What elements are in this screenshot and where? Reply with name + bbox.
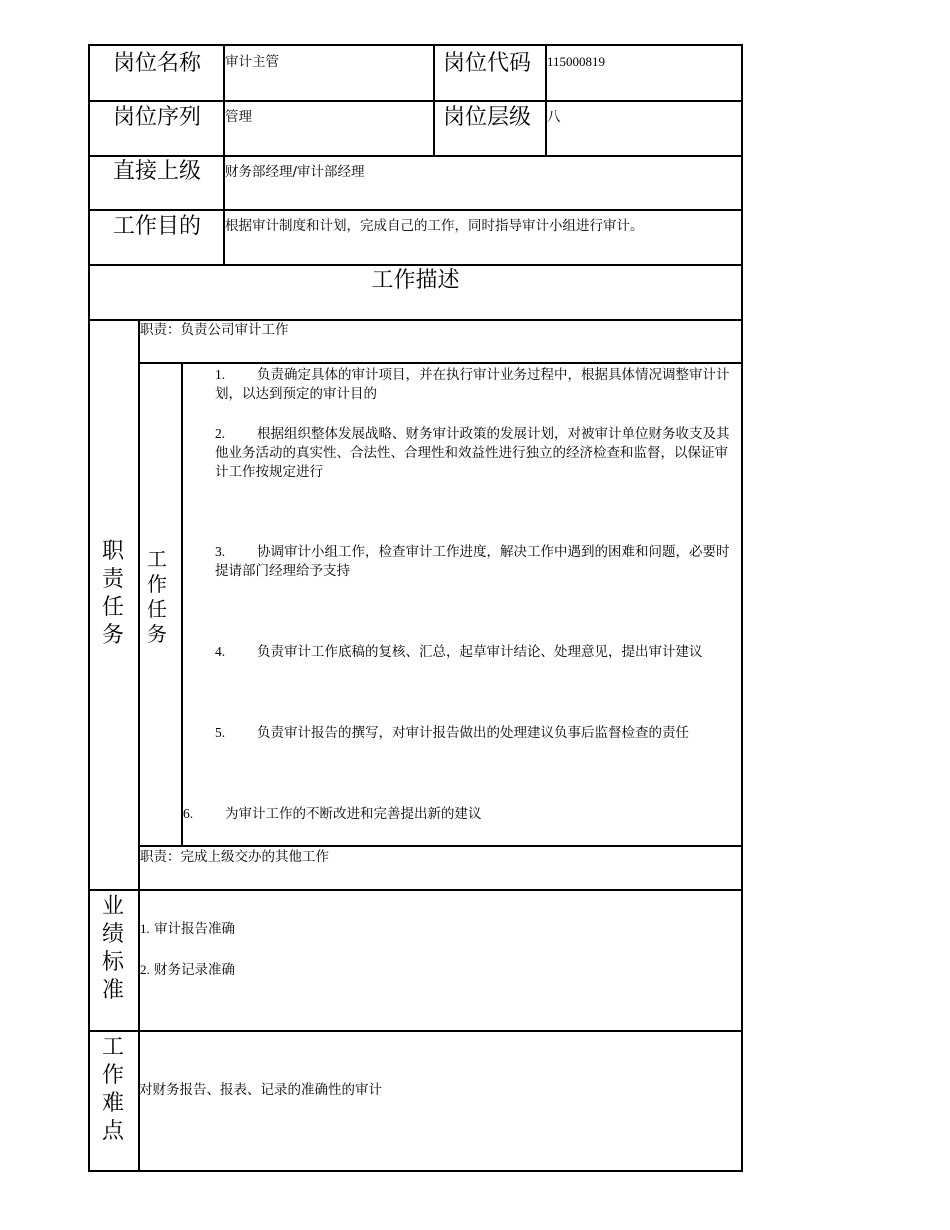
row-divider xyxy=(139,362,743,364)
job-level-label: 岗位层级 xyxy=(443,105,532,130)
table-border xyxy=(88,44,743,46)
task-item: 2. 根据组织整体发展战略、财务审计政策的发展计划，对被审计单位财务收支及其他业务活动的真实性、合法性、合理性和效益性进行独立的经济检查和监督，以保证审计工作按规定进行 xyxy=(215,426,730,480)
job-level-value: 八 xyxy=(547,109,561,125)
duties-label: 职责任务 xyxy=(101,539,124,648)
table-border xyxy=(88,44,90,1172)
row-divider xyxy=(88,100,743,102)
task-item: 4. 负责审计工作底稿的复核、汇总，起草审计结论、处理意见，提出审计建议 xyxy=(215,644,703,660)
job-code-value: 115000819 xyxy=(547,54,606,69)
task-item: 3. 协调审计小组工作，检查审计工作进度，解决工作中遇到的困难和问题，必要时提请部门经理给予支持 xyxy=(215,544,730,579)
superior-value: 财务部经理/审计部经理 xyxy=(225,164,365,180)
task-item: 5. 负责审计报告的撰写，对审计报告做出的处理建议负事后监督检查的责任 xyxy=(215,725,689,741)
row-divider xyxy=(88,889,743,891)
row-divider xyxy=(88,1030,743,1032)
difficulty-label: 工作难点 xyxy=(101,1035,124,1144)
performance-label: 业绩标准 xyxy=(101,894,124,1003)
superior-label: 直接上级 xyxy=(113,159,202,184)
duty-1: 职责：负责公司审计工作 xyxy=(140,322,289,338)
difficulty-value: 对财务报告、报表、记录的准确性的审计 xyxy=(139,1082,382,1098)
row-divider xyxy=(139,845,743,847)
table-border xyxy=(741,44,743,1172)
row-divider xyxy=(88,264,743,266)
job-series-value: 管理 xyxy=(225,109,252,125)
job-name-label: 岗位名称 xyxy=(113,51,202,76)
job-series-label: 岗位序列 xyxy=(113,105,202,130)
col-divider xyxy=(433,44,435,156)
col-divider xyxy=(181,362,183,846)
table-border xyxy=(88,1170,743,1172)
performance-item: 1. 审计报告准确 xyxy=(140,921,236,937)
purpose-label: 工作目的 xyxy=(113,214,202,239)
job-description-table xyxy=(88,44,743,1171)
row-divider xyxy=(88,155,743,157)
job-code-label: 岗位代码 xyxy=(443,51,532,76)
task-item: 6. 为审计工作的不断改进和完善提出新的建议 xyxy=(183,806,482,822)
description-title: 工作描述 xyxy=(371,268,460,293)
task-item: 1. 负责确定具体的审计项目，并在执行审计业务过程中，根据具体情况调整审计计划，以达到预定的审计目的 xyxy=(215,367,730,402)
purpose-value: 根据审计制度和计划，完成自己的工作，同时指导审计小组进行审计。 xyxy=(225,218,644,234)
tasks-label: 工作任务 xyxy=(147,547,167,646)
col-divider xyxy=(138,319,140,1171)
row-divider xyxy=(88,209,743,211)
performance-item: 2. 财务记录准确 xyxy=(140,962,236,978)
duty-2: 职责：完成上级交办的其他工作 xyxy=(140,849,329,865)
job-name-value: 审计主管 xyxy=(225,54,279,70)
